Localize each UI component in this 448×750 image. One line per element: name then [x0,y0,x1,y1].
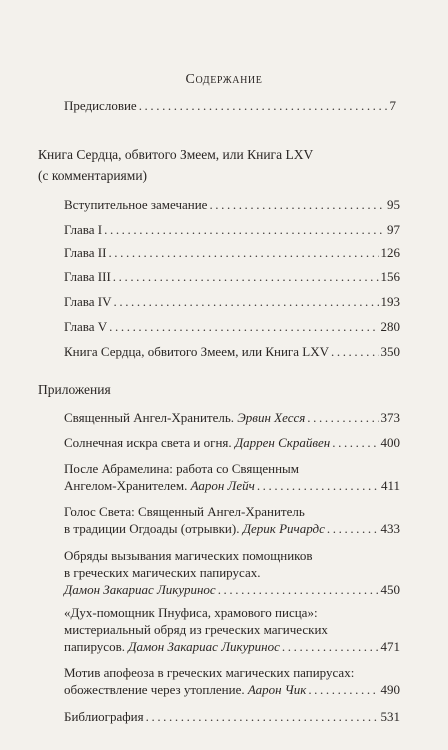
page-number: 531 [380,709,400,724]
entry-author: Даррен Скрайвен [234,435,331,450]
page-number: 156 [380,269,400,284]
book-heading [38,146,418,184]
entry-title-line: в греческих магических папирусах. [64,565,261,580]
toc-entry-book-1 [64,221,400,238]
toc-entry-appendix-0 [64,409,400,426]
entry-label: Вступительное замечание [64,197,208,212]
page-number: 411 [380,478,400,493]
appendix-heading: Приложения [38,382,111,397]
toc-entry-book-5 [64,318,400,335]
book-heading-line1: Книга Сердца, обвитого Змеем, или Книга LXV [38,147,314,162]
entry-title-line: обожествление через утопление. [64,682,245,697]
entry-author: Дамон Закариас Ликуринос [64,582,216,597]
page-number: 490 [380,682,400,697]
entry-title-line: папирусов. [64,639,125,654]
leader-dots [139,97,388,114]
entry-author: Дамон Закариас Ликуринос [128,639,280,654]
toc-entry-appendix-1 [64,434,400,451]
leader-dots [282,638,379,655]
entry-label: Глава IV [64,294,112,309]
toc-entry-appendix-6 [64,664,400,698]
page-number: 373 [380,410,400,425]
leader-dots [209,196,385,213]
book-heading-line2: (с комментариями) [38,168,148,183]
entry-title-line: Мотив апофеоза в греческих магических папирусах: [64,665,355,680]
page-number: 400 [380,435,400,450]
leader-dots [146,708,379,725]
entry-label: Предисловие [64,98,137,113]
entry-author: Аарон Чик [247,682,307,697]
page-number: 280 [380,319,400,334]
leader-dots [114,293,379,310]
entry-title-line: «Дух-помощник Пнуфиса, храмового писца»: [64,605,318,620]
toc-entry-book-6 [64,343,400,360]
leader-dots [104,221,385,238]
toc-entry-appendix-5 [64,604,400,655]
entry-title-line: мистериальный обряд из греческих магических [64,622,328,637]
entry-title: Священный Ангел-Хранитель. [64,410,235,425]
entry-label: Глава III [64,269,111,284]
page-number: 193 [380,294,400,309]
page-number: 350 [380,344,400,359]
page-number: 95 [387,197,400,212]
toc-entry-appendix-7 [64,708,400,725]
toc-title: Содержание [185,72,263,87]
entry-title: Библиография [64,709,144,724]
page-number: 433 [380,521,400,536]
leader-dots [327,520,379,537]
leader-dots [109,318,378,335]
leader-dots [257,477,379,494]
leader-dots [108,244,378,261]
entry-author: Дерик Ричардс [242,521,325,536]
entry-author: Эрвин Хесся [237,410,306,425]
leader-dots [307,409,378,426]
toc-entry-appendix-2 [64,460,400,494]
entry-title-line: После Абрамелина: работа со Священным [64,461,299,476]
page-number: 471 [380,639,400,654]
page-number: 7 [389,98,396,113]
leader-dots [218,581,379,598]
toc-entry-appendix-4 [64,547,400,598]
entry-label: Глава II [64,245,107,260]
entry-author: Аарон Лейч [190,478,255,493]
leader-dots [332,434,378,451]
entry-title-line: Обряды вызывания магических помощников [64,548,313,563]
toc-entry-book-2 [64,244,400,261]
page-number: 97 [387,222,400,237]
toc-entry-book-4 [64,293,400,310]
toc-entry-appendix-3 [64,503,400,537]
leader-dots [113,268,379,285]
page-number: 126 [380,245,400,260]
entry-title-line: Ангелом-Хранителем. [64,478,188,493]
leader-dots [331,343,379,360]
entry-title-line: Голос Света: Священный Ангел-Хранитель [64,504,305,519]
entry-title: Солнечная искра света и огня. [64,435,232,450]
leader-dots [308,681,378,698]
toc-entry-book-3 [64,268,400,285]
toc-entry-preface [64,97,396,114]
page-number: 450 [380,582,400,597]
entry-label: Глава I [64,222,103,237]
entry-label: Книга Сердца, обвитого Змеем, или Книга LXV [64,344,329,359]
entry-title-line: в традиции Огдоады (отрывки). [64,521,240,536]
toc-entry-book-0 [64,196,400,213]
entry-label: Глава V [64,319,108,334]
